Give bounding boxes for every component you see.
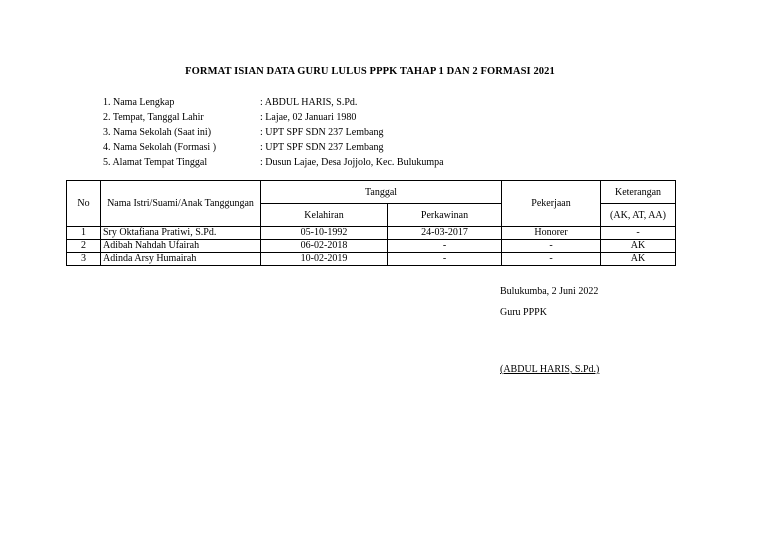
header-kelahiran: Kelahiran [261,204,388,227]
header-keterangan-codes: (AK, AT, AA) [601,204,676,227]
info-value: : UPT SPF SDN 237 Lembang [260,127,384,138]
header-name: Nama Istri/Suami/Anak Tanggungan [101,181,261,227]
cell-kelahiran: 10-02-2019 [261,253,388,266]
cell-pekerjaan: - [502,240,601,253]
info-label: 3. Nama Sekolah (Saat ini) [103,127,212,138]
header-pekerjaan: Pekerjaan [502,181,601,227]
info-value: : Lajae, 02 Januari 1980 [260,112,357,123]
info-label: 1. Nama Lengkap [103,97,175,108]
cell-perkawinan: 24-03-2017 [388,227,502,240]
cell-name: Sry Oktafiana Pratiwi, S.Pd. [101,227,261,240]
cell-perkawinan: - [388,253,502,266]
table-header-row [67,181,676,204]
signature-place-date: Bulukumba, 2 Juni 2022 [500,286,599,297]
info-row-address [103,155,444,170]
info-value: : Dusun Lajae, Desa Jojjolo, Kec. Bulukumpa [260,157,444,168]
cell-perkawinan: - [388,240,502,253]
cell-keterangan: AK [601,253,676,266]
info-value: : UPT SPF SDN 237 Lembang [260,142,384,153]
cell-keterangan: - [601,227,676,240]
cell-kelahiran: 06-02-2018 [261,240,388,253]
personal-info [103,95,444,170]
table-row [67,227,676,240]
info-label: 4. Nama Sekolah (Formasi ) [103,142,217,153]
info-row-current-school [103,125,444,140]
cell-name: Adinda Arsy Humairah [101,253,261,266]
signature-role: Guru PPPK [500,307,547,318]
info-row-birth [103,110,444,125]
cell-name: Adibah Nahdah Ufairah [101,240,261,253]
signature-name: (ABDUL HARIS, S.Pd.) [500,364,600,375]
header-keterangan: Keterangan [601,181,676,204]
table-row [67,253,676,266]
header-no: No [67,181,101,227]
info-value: : ABDUL HARIS, S.Pd. [260,97,358,108]
cell-no: 2 [67,240,101,253]
info-row-formation-school [103,140,444,155]
cell-pekerjaan: Honorer [502,227,601,240]
info-row-name [103,95,444,110]
document-title: FORMAT ISIAN DATA GURU LULUS PPPK TAHAP 1 DAN 2 FORMASI 2021 [185,66,555,77]
cell-no: 3 [67,253,101,266]
table-row [67,240,676,253]
cell-kelahiran: 05-10-1992 [261,227,388,240]
header-tanggal: Tanggal [261,181,502,204]
header-perkawinan: Perkawinan [388,204,502,227]
cell-pekerjaan: - [502,253,601,266]
info-label: 5. Alamat Tempat Tinggal [103,157,208,168]
cell-keterangan: AK [601,240,676,253]
info-label: 2. Tempat, Tanggal Lahir [103,112,204,123]
dependents-table [66,180,676,266]
cell-no: 1 [67,227,101,240]
